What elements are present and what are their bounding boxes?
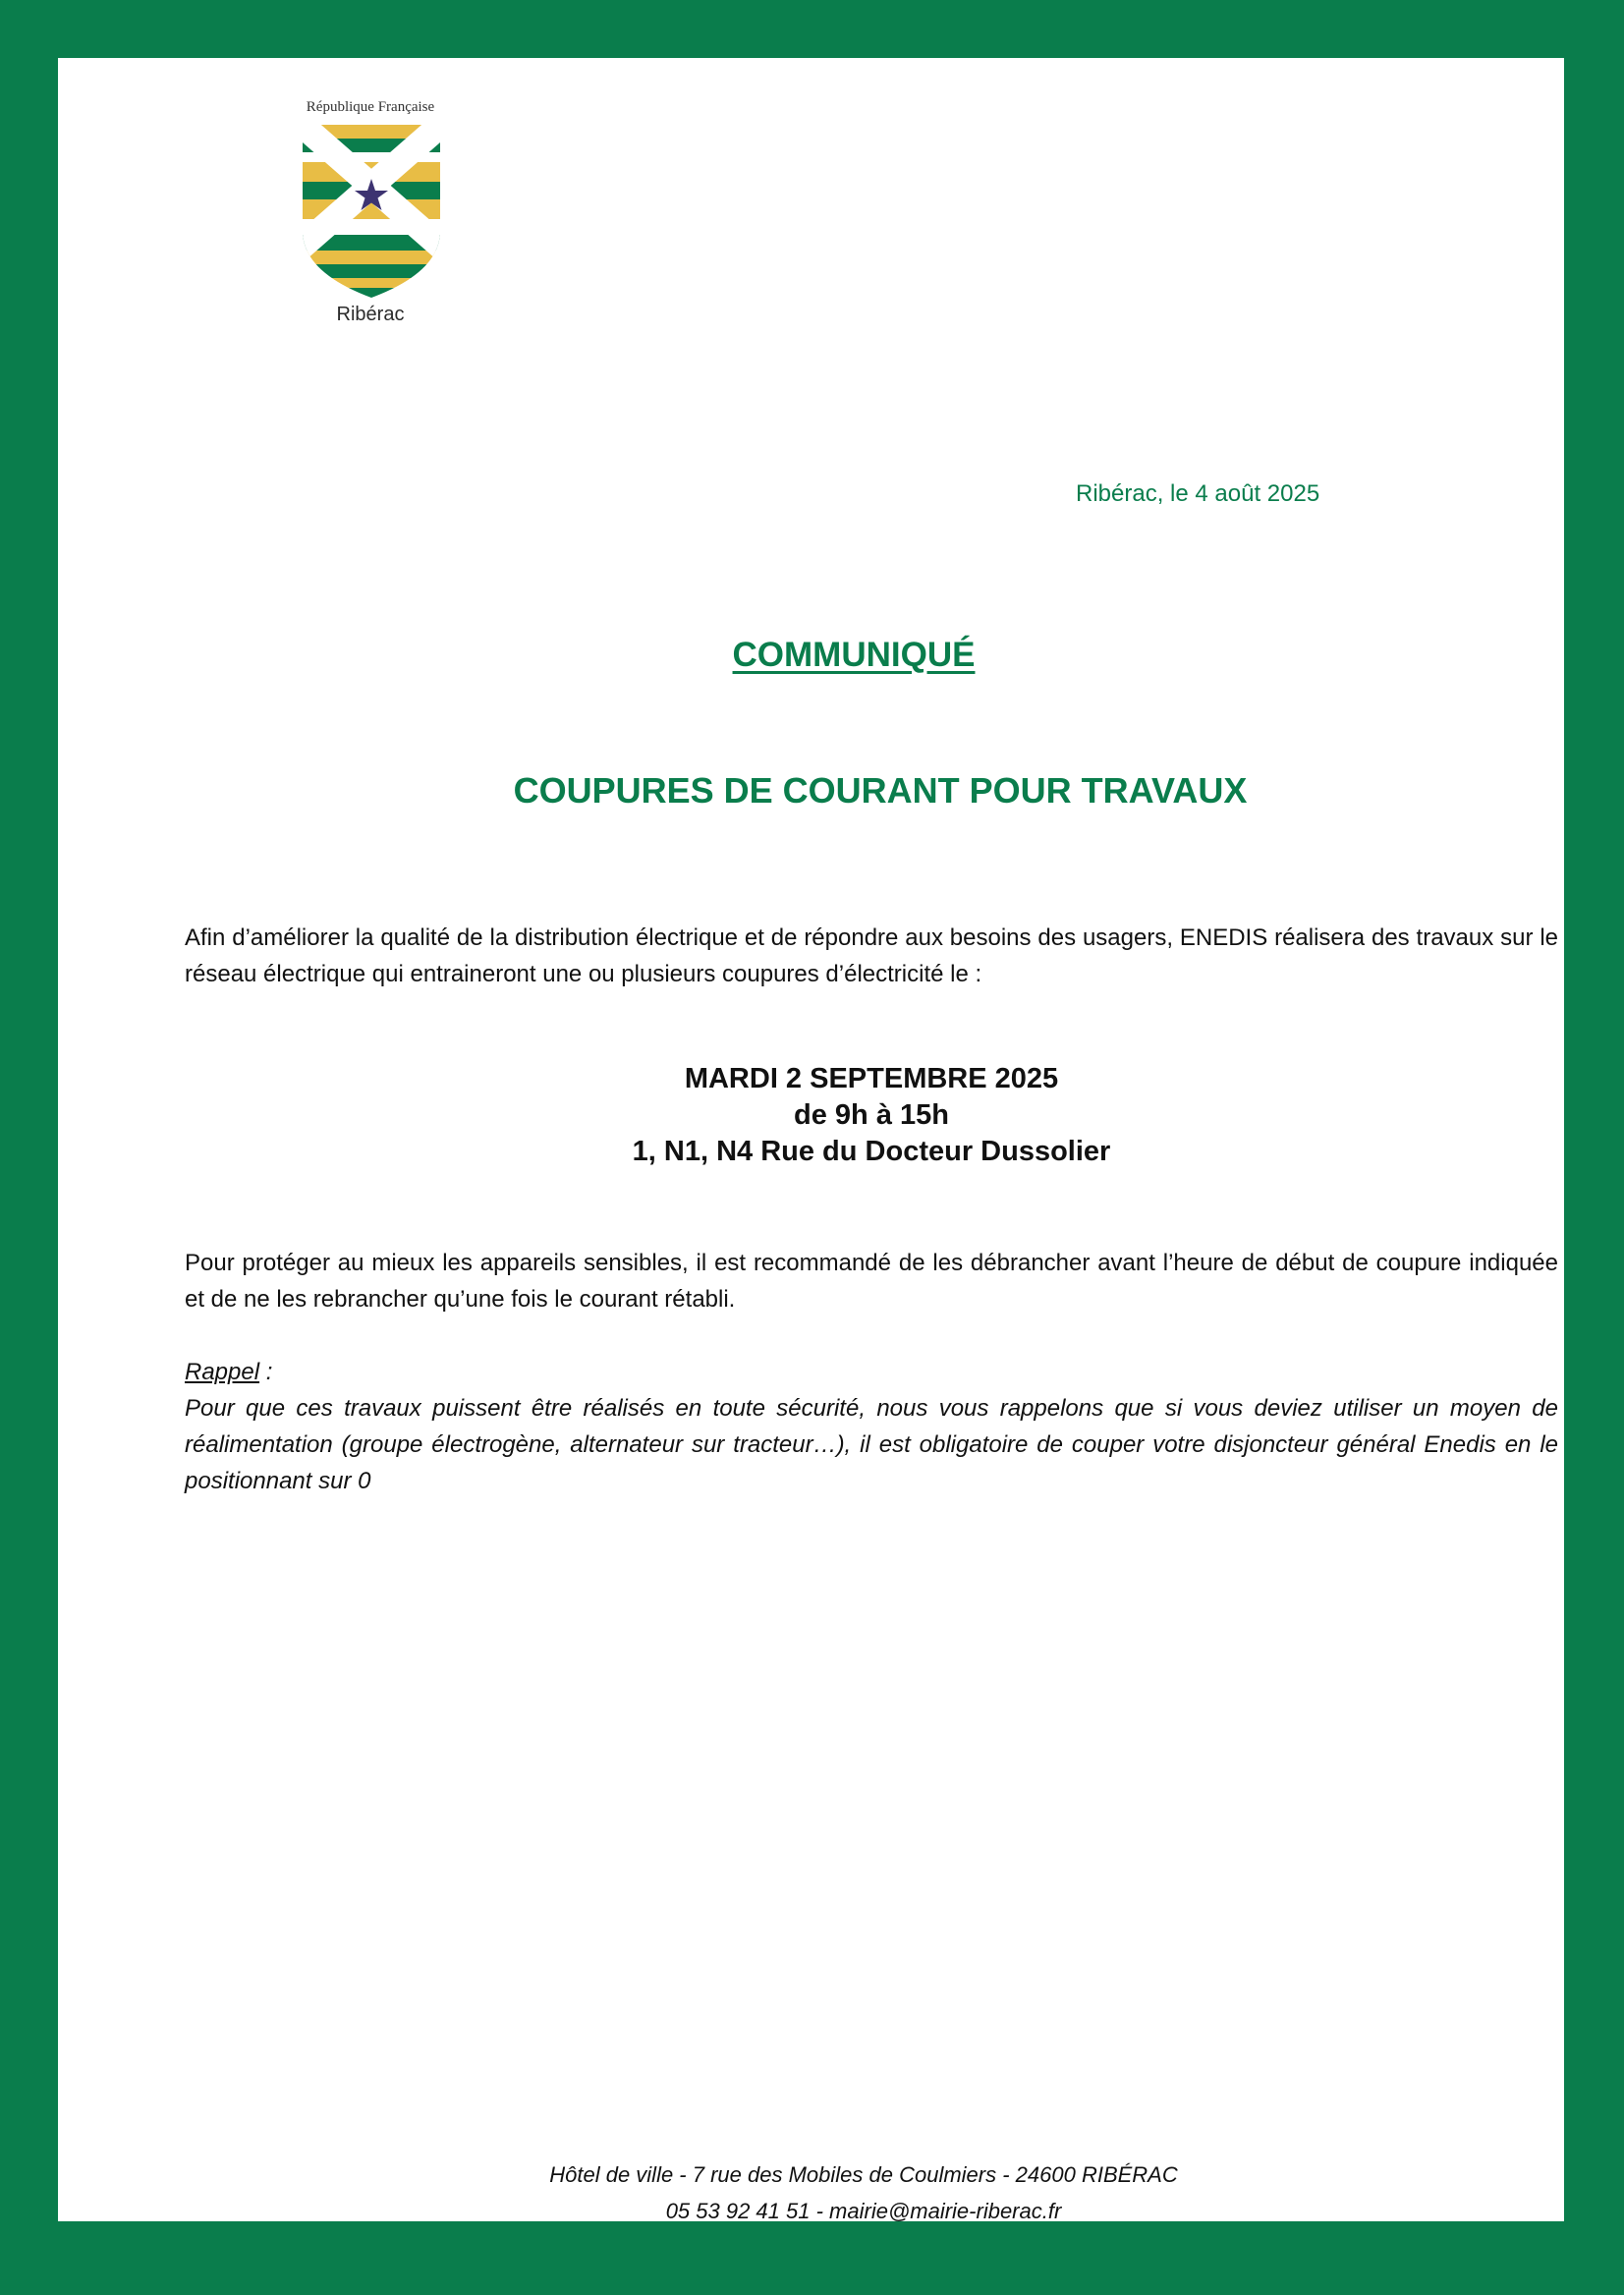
document-page [58,58,1564,2221]
footer-contact: 05 53 92 41 51 - mairie@mairie-riberac.fr [665,2199,1062,2223]
rappel-word: Rappel [185,1359,260,1385]
page-title: COMMUNIQUÉ [732,636,976,674]
riberac-coat-of-arms-icon [303,125,440,298]
outage-date: MARDI 2 SEPTEMBRE 2025 [684,1063,1059,1094]
rappel-paragraph: Pour que ces travaux puissent être réalisés en toute sécurité, nous vous rappelons que si vous deviez utiliser un moyen de réalimentation (groupe électrogène, alternateur sur tracteur…), il est obligatoire de couper votre disjoncteur général Enedis en le positionnant sur 0 [185,1395,1558,1494]
logo [276,89,465,335]
intro-paragraph: Afin d’améliorer la qualité de la distribution électrique et de répondre aux besoins des usagers, ENEDIS réalisera des travaux sur le réseau électrique qui entraineront une ou plusieurs coupures d’électricité le : [185,924,1558,987]
rappel-colon: : [259,1359,273,1385]
document-date: Ribérac, le 4 août 2025 [1076,480,1320,507]
subject-heading: COUPURES DE COURANT POUR TRAVAUX [513,770,1248,811]
advice-paragraph: Pour protéger au mieux les appareils sensibles, il est recommandé de les débrancher avant l’heure de début de coupure indiquée et de ne les rebrancher qu’une fois le courant rétabli. [185,1250,1558,1313]
footer [58,2156,1624,2229]
footer-address: Hôtel de ville - 7 rue des Mobiles de Coulmiers - 24600 RIBÉRAC [549,2162,1178,2187]
republique-francaise-label: République Française [306,99,435,115]
town-name: Ribérac [336,304,405,325]
outage-location: 1, N1, N4 Rue du Docteur Dussolier [632,1136,1111,1167]
outage-details [58,1061,1624,1170]
outage-time: de 9h à 15h [794,1099,949,1131]
rappel-label [185,1354,272,1390]
